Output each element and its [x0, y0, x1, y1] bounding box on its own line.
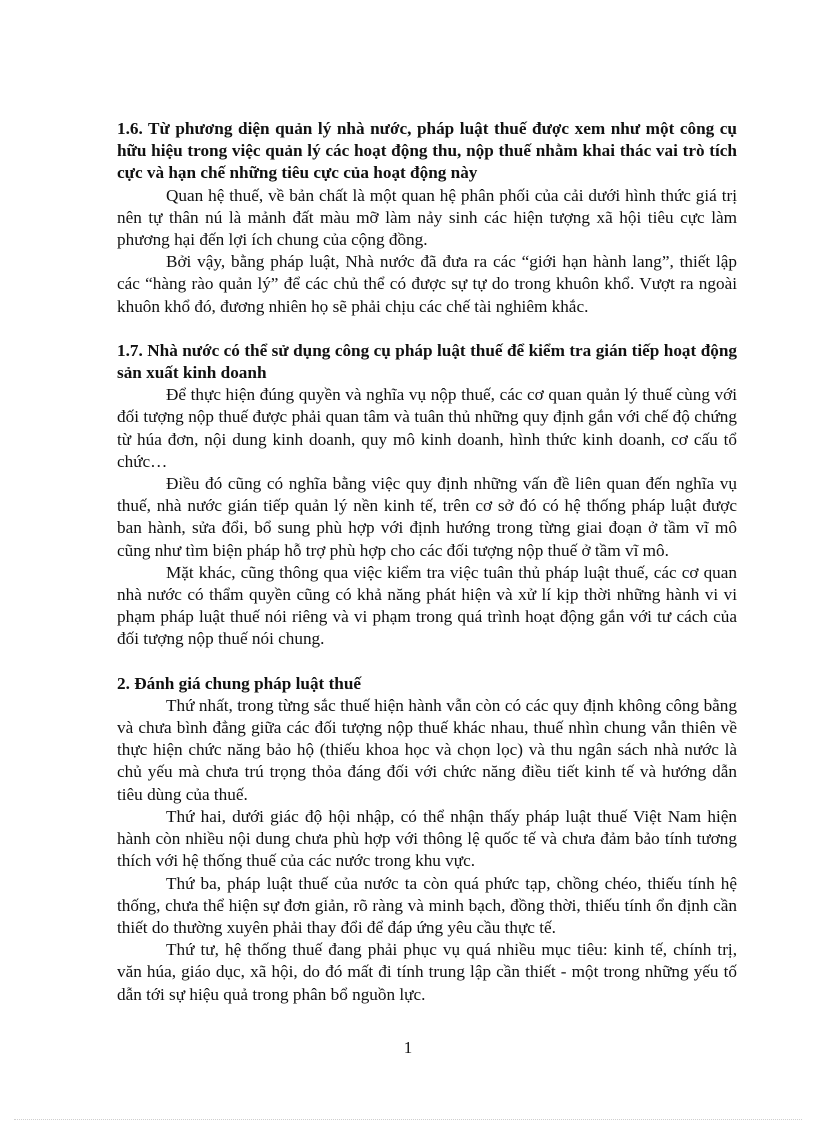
paragraph: Thứ tư, hệ thống thuế đang phải phục vụ quá nhiều mục tiêu: kinh tế, chính trị, văn húa, giáo dục, xã hội, do đó mất đi tính trung lập cần thiết - một trong những yếu tố dẫn tới sự hiệu quả trong phân bổ nguồn lực.: [117, 940, 737, 1004]
paragraph: Mặt khác, cũng thông qua việc kiểm tra việc tuân thủ pháp luật thuế, các cơ quan nhà nước có thẩm quyền cũng có khả năng phát hiện và xử lí kịp thời những hành vi vi phạm pháp luật thuế nói riêng và vi phạm trong quá trình hoạt động gắn với tư cách của đối tượng nộp thuế nói chung.: [117, 562, 737, 649]
section-spacer: [117, 651, 737, 673]
paragraph: Thứ ba, pháp luật thuế của nước ta còn quá phức tạp, chồng chéo, thiếu tính hệ thống, chưa thể hiện sự đơn giản, rõ ràng và minh bạch, đồng thời, thiếu tính ổn định cần thiết do thường xuyên phải thay đổi để đáp ứng yêu cầu thực tế.: [117, 873, 737, 937]
paragraph: Quan hệ thuế, về bản chất là một quan hệ phân phối của cải dưới hình thức giá trị nên tự thân nú là mảnh đất màu mỡ làm nảy sinh các hiện tượng xã hội tiêu cực làm phương hại đến lợi ích chung của cộng đồng.: [117, 185, 737, 250]
paragraph: Để thực hiện đúng quyền và nghĩa vụ nộp thuế, các cơ quan quản lý thuế cùng với đối tượng nộp thuế được phải quan tâm và tuân thủ những quy định gắn với chế độ chứng từ húa đơn, nội dung kinh doanh, quy mô kinh doanh, hình thức kinh doanh, cơ cấu tổ chức…: [117, 385, 737, 471]
paragraph: Điều đó cũng có nghĩa bằng việc quy định những vấn đề liên quan đến nghĩa vụ thuế, nhà nước gián tiếp quản lý nền kinh tế, trên cơ sở đó có hệ thống pháp luật được ban hành, sửa đổi, bổ sung phù hợp với định hướng trong từng giai đoạn ở tầm vĩ mô cũng như tìm biện pháp hỗ trợ phù hợp cho các đối tượng nộp thuế ở tầm vĩ mô.: [117, 474, 737, 560]
section-heading-2: 2. Đánh giá chung pháp luật thuế: [117, 673, 362, 693]
paragraph: Bởi vậy, bằng pháp luật, Nhà nước đã đưa ra các “giới hạn hành lang”, thiết lập các “hàng rào quản lý” để các chủ thể có được sự tự do trong khuôn khổ. Vượt ra ngoài khuôn khổ đó, đương nhiên họ sẽ phải chịu các chế tài nghiêm khắc.: [117, 252, 737, 316]
page-bottom-divider: [14, 1119, 802, 1120]
page-body: [117, 118, 737, 1006]
paragraph: Thứ hai, dưới giác độ hội nhập, có thể nhận thấy pháp luật thuế Việt Nam hiện hành còn nhiều nội dung chưa phù hợp với thông lệ quốc tế và chưa đảm bảo tính tương thích với hệ thống thuế của các nước trong khu vực.: [117, 806, 737, 871]
section-spacer: [117, 318, 737, 340]
paragraph: Thứ nhất, trong từng sắc thuế hiện hành vẫn còn có các quy định không công bằng và chưa bình đẳng giữa các đối tượng nộp thuế khác nhau, thuế nhìn chung vẫn thiên về thực hiện chức năng bảo hộ (thiếu khoa học và chọn lọc) và thu ngân sách nhà nước là chủ yếu mà chưa trú trọng thỏa đáng đối với chức năng điều tiết kinh tế và hướng dẫn tiêu dùng của thuế.: [117, 695, 737, 804]
page-number: 1: [403, 1038, 413, 1057]
section-heading-1-7: 1.7. Nhà nước có thể sử dụng công cụ pháp luật thuế để kiểm tra gián tiếp hoạt động sản xuất kinh doanh: [117, 340, 737, 383]
section-heading-1-6: 1.6. Từ phương diện quản lý nhà nước, pháp luật thuế được xem như một công cụ hữu hiệu trong việc quản lý các hoạt động thu, nộp thuế nhằm khai thác vai trò tích cực và hạn chế những tiêu cực của hoạt động này: [117, 119, 737, 183]
